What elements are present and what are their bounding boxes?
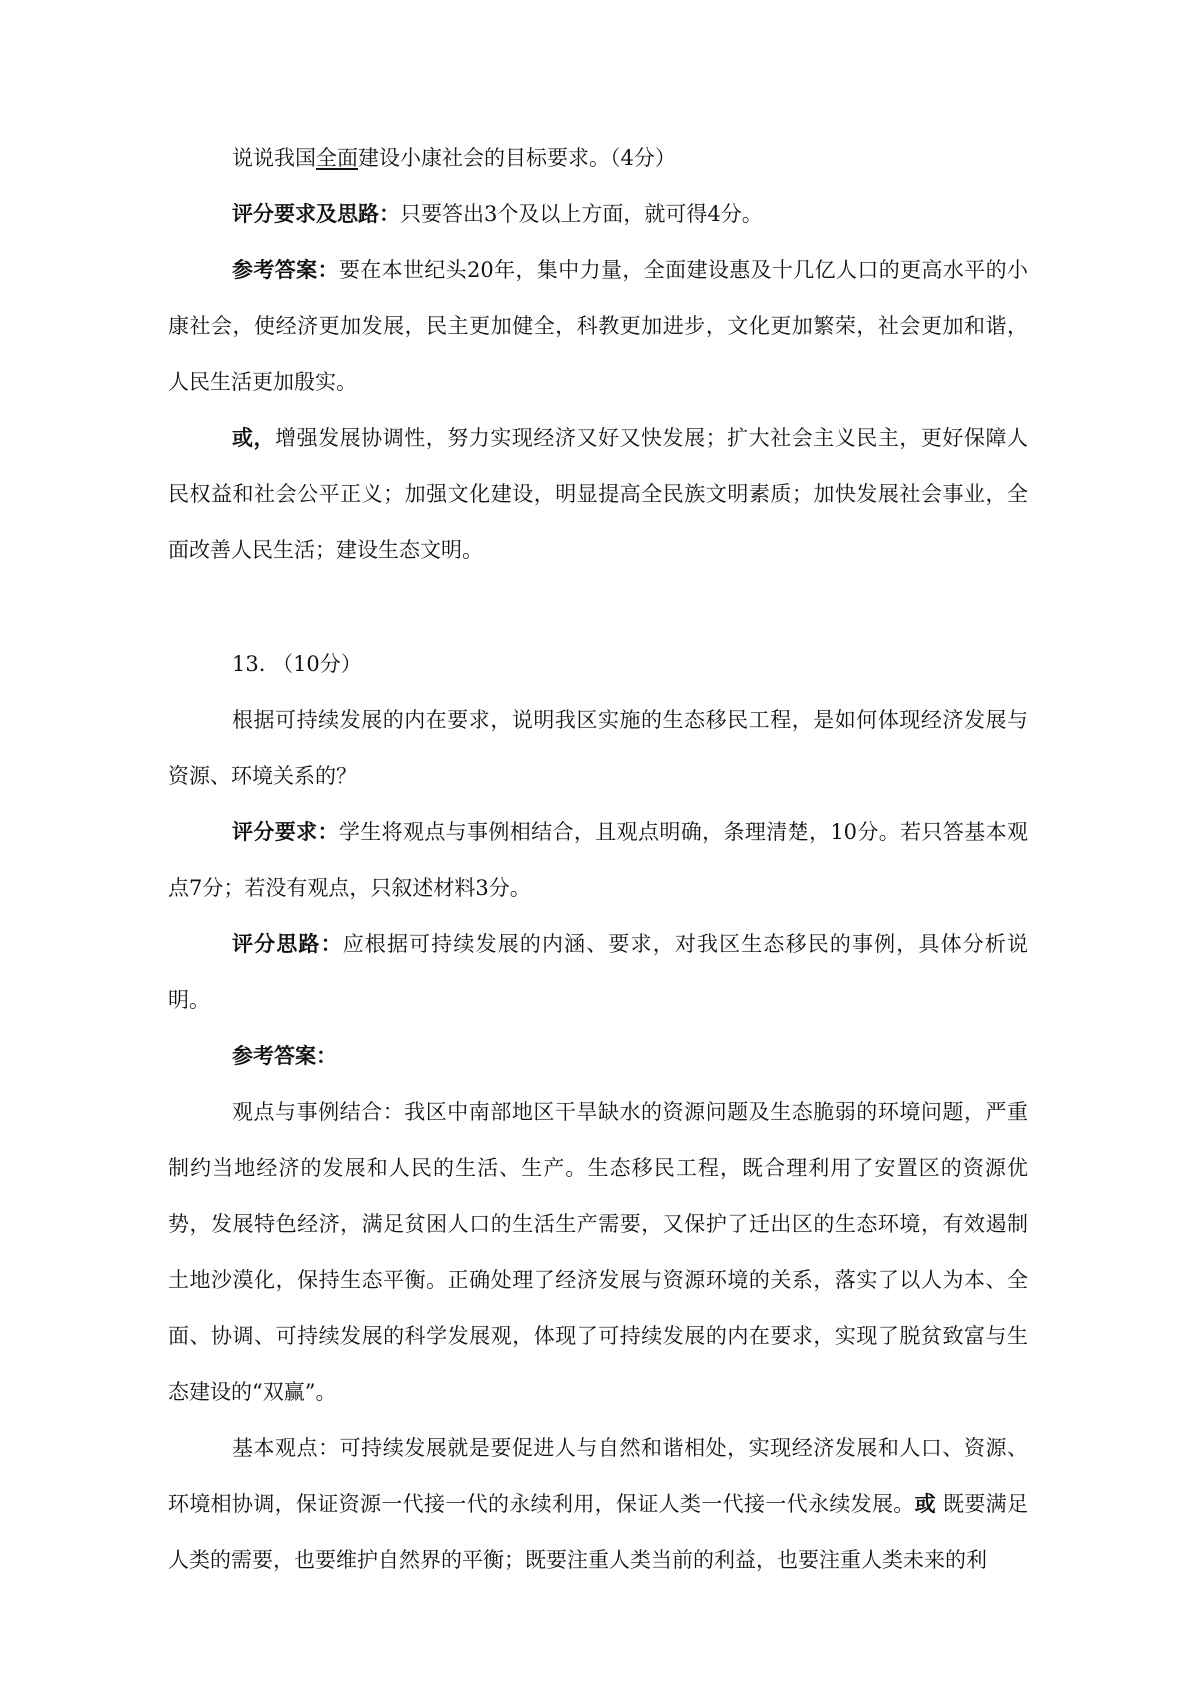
q12-or-answer (168, 410, 1028, 578)
q13-idea-label: 评分思路： (232, 932, 343, 956)
q13-question: 根据可持续发展的内在要求，说明我区实施的生态移民工程，是如何体现经济发展与资源、环境关系的？ (168, 708, 1028, 788)
q12-question-underlined: 全面 (316, 146, 358, 170)
page-content (168, 130, 1028, 1588)
q13-req-text: 学生将观点与事例相结合，且观点明确，条理清楚，10分。若只答基本观点7分；若没有观点，只叙述材料3分。 (168, 820, 1028, 900)
q13-idea-text: 应根据可持续发展的内涵、要求，对我区生态移民的事例，具体分析说明。 (168, 932, 1029, 1012)
q13-basic-text-2: 既要满足人类的需要，也要维护自然界的平衡；既要注重人类当前的利益，也要注重人类未来的利 (168, 1492, 1029, 1572)
q13-idea (168, 916, 1028, 1028)
q13-combined-answer: 观点与事例结合：我区中南部地区干旱缺水的资源问题及生态脆弱的环境问题，严重制约当地经济的发展和人民的生活、生产。生态移民工程，既合理利用了安置区的资源优势，发展特色经济，满足贫困人口的生活生产需要，又保护了迁出区的生态环境，有效遏制土地沙漠化，保持生态平衡。正确处理了经济发展与资源环境的关系，落实了以人为本、全面、协调、可持续发展的科学发展观，体现了可持续发展的内在要求，实现了脱贫致富与生态建设的“双赢”。 (168, 1100, 1028, 1404)
q13-basic-text-1: 基本观点：可持续发展就是要促进人与自然和谐相处，实现经济发展和人口、资源、环境相协调，保证资源一代接一代的永续利用，保证人类一代接一代永续发展。 (168, 1436, 1028, 1516)
q12-or-text: 增强发展协调性，努力实现经济又好又快发展；扩大社会主义民主，更好保障人民权益和社会公平正义；加强文化建设，明显提高全民族文明素质；加快发展社会事业，全面改善人民生活；建设生态文明。 (168, 426, 1029, 562)
q12-answer (168, 242, 1028, 410)
q12-scoring-label: 评分要求及思路： (232, 202, 400, 226)
q13-answer-heading (168, 1028, 1028, 1084)
q12-question-pre: 说说我国 (232, 146, 316, 170)
q12-answer-text: 要在本世纪头20年，集中力量，全面建设惠及十几亿人口的更高水平的小康社会，使经济更加发展，民主更加健全，科教更加进步，文化更加繁荣，社会更加和谐，人民生活更加殷实。 (168, 258, 1028, 394)
q13-basic-or-label: 或 (914, 1492, 936, 1516)
q12-scoring (168, 186, 1028, 242)
q13-requirements (168, 804, 1028, 916)
q12-question (168, 130, 1028, 186)
q12-or-label: 或， (232, 426, 276, 450)
q12-question-post: 建设小康社会的目标要求。（4分） (358, 146, 676, 170)
q13-req-label: 评分要求： (232, 820, 339, 844)
q13-answer-label: 参考答案： (232, 1044, 337, 1068)
section-gap (168, 578, 1028, 636)
q13-number: 13. （10分） (232, 652, 362, 676)
q12-scoring-text: 只要答出3个及以上方面，就可得4分。 (400, 202, 763, 226)
q12-answer-label: 参考答案： (232, 258, 339, 282)
q13-basic-answer (168, 1420, 1028, 1588)
